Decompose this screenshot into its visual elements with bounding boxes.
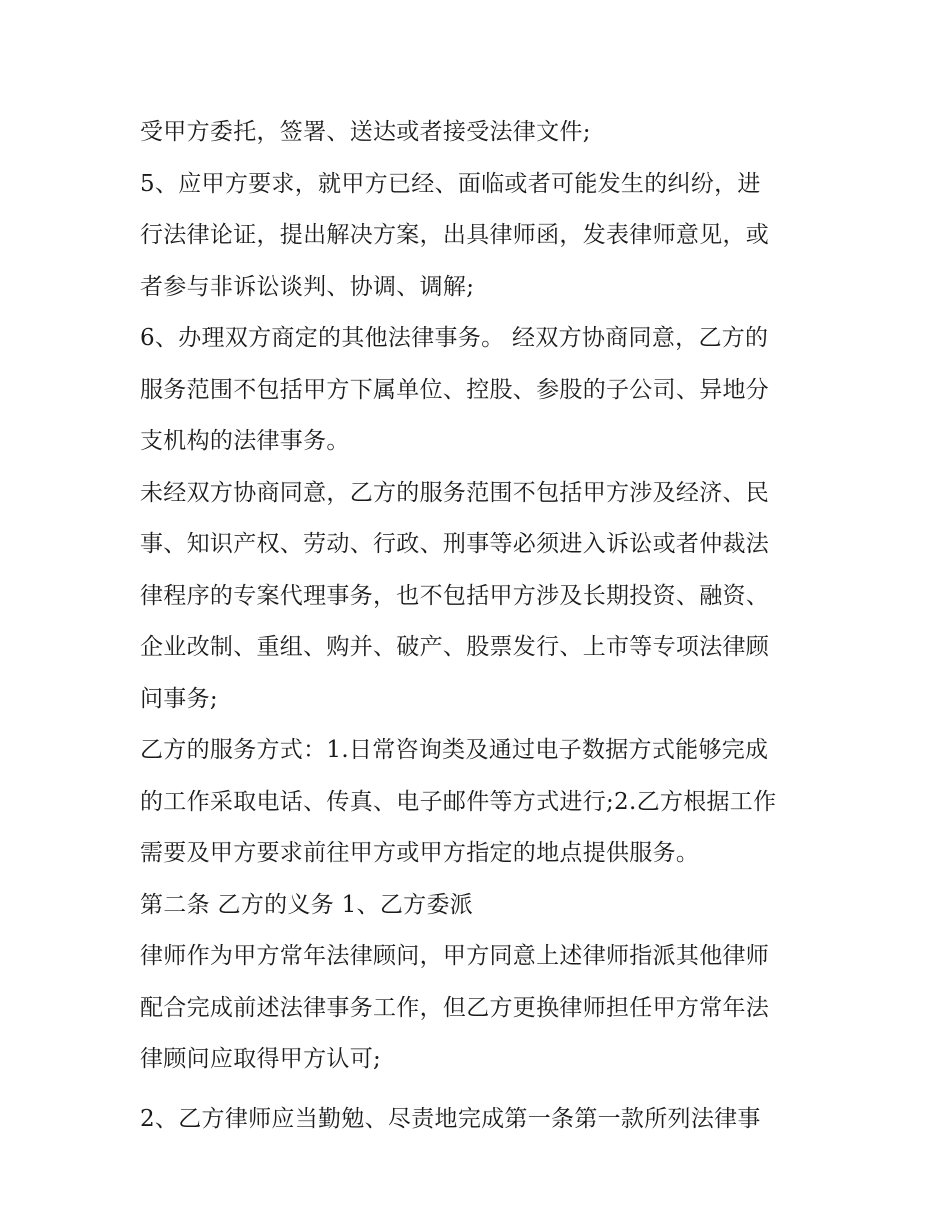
text-line: 5、应甲方要求，就甲方已经、面临或者可能发生的纠纷，进 bbox=[140, 170, 761, 197]
text-line: 需要及甲方要求前往甲方或甲方指定的地点提供服务。 bbox=[140, 840, 700, 866]
text-line: 受甲方委托，签署、送达或者接受法律文件; bbox=[140, 119, 591, 145]
text-line: 2、乙方律师应当勤勉、尽责地完成第一条第一款所列法律事 bbox=[140, 1105, 761, 1132]
text-line: 律顾问应取得甲方认可; bbox=[140, 1046, 382, 1072]
text-line: 者参与非诉讼谈判、协调、调解; bbox=[140, 273, 475, 300]
text-line: 事、知识产权、劳动、行政、刑事等必须进入诉讼或者仲裁法 bbox=[140, 531, 770, 557]
text-line: 乙方的服务方式：1.日常咨询类及通过电子数据方式能够完成 bbox=[140, 737, 769, 763]
text-line: 服务范围不包括甲方下属单位、控股、参股的子公司、异地分 bbox=[140, 376, 770, 403]
text-line: 的工作采取电话、传真、电子邮件等方式进行;2.乙方根据工作 bbox=[140, 788, 777, 815]
text-line: 律程序的专案代理事务，也不包括甲方涉及长期投资、融资、 bbox=[140, 582, 770, 609]
text-line: 未经双方协商同意，乙方的服务范围不包括甲方涉及经济、民 bbox=[140, 479, 770, 506]
text-line: 行法律论证，提出解决方案，出具律师函，发表律师意见，或 bbox=[140, 222, 770, 248]
text-line: 6、办理双方商定的其他法律事务。 经双方协商同意，乙方的 bbox=[140, 325, 769, 351]
text-line: 配合完成前述法律事务工作，但乙方更换律师担任甲方常年法 bbox=[140, 994, 770, 1021]
document-body bbox=[140, 107, 830, 1145]
text-line: 律师作为甲方常年法律顾问，甲方同意上述律师指派其他律师 bbox=[140, 943, 770, 969]
section-heading: 第二条 乙方的义务 1、乙方委派 bbox=[140, 891, 474, 918]
text-line: 支机构的法律事务。 bbox=[140, 428, 350, 454]
text-line: 企业改制、重组、购并、破产、股票发行、上市等专项法律顾 bbox=[140, 634, 770, 660]
text-line: 问事务; bbox=[140, 685, 218, 712]
